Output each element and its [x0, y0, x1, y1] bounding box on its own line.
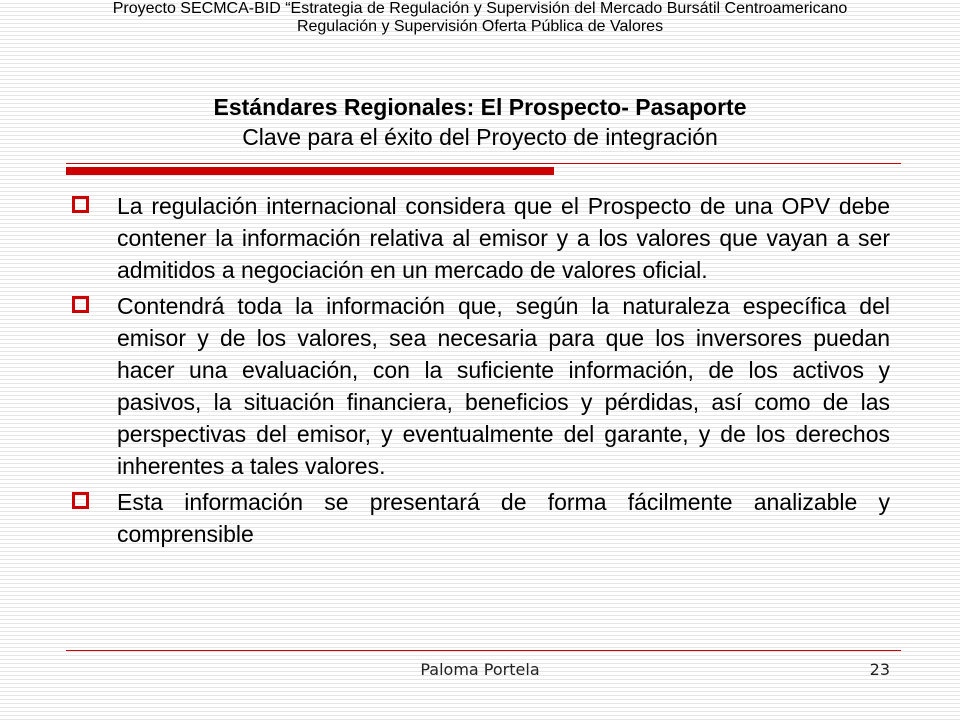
- bullet-text: Esta información se presentará de forma fácilmente analizable y comprensible: [117, 489, 890, 547]
- bullet-text: Contendrá toda la información que, según la naturaleza específica del emisor y de los valores, sea necesaria para que los inversores puedan hacer una evaluación, con la suficiente información, de los activos y pasivos, la situación financiera, beneficios y pérdidas, así como de las perspectivas del emisor, y eventualmente del garante, y de los derechos inherentes a tales valores.: [117, 293, 890, 479]
- bullet-item: [72, 486, 890, 550]
- page-number: 23: [869, 660, 890, 679]
- header-project-line: Proyecto SECMCA-BID “Estrategia de Regulación y Supervisión del Mercado Bursátil Centroamericano: [112, 0, 848, 17]
- bullet-list: [72, 190, 890, 554]
- footer-author: Paloma Portela: [420, 660, 540, 679]
- bullet-text: La regulación internacional considera que el Prospecto de una OPV debe contener la información relativa al emisor y a los valores que vayan a ser admitidos a negociación en un mercado de valores oficial.: [117, 193, 890, 283]
- bullet-item: [72, 290, 890, 482]
- slide-title: [60, 92, 900, 152]
- title-divider-thin: [66, 163, 901, 164]
- square-bullet-icon: [72, 296, 89, 313]
- title-subtitle: Clave para el éxito del Proyecto de integración: [242, 124, 718, 150]
- bullet-item: [72, 190, 890, 286]
- square-bullet-icon: [72, 196, 89, 213]
- footer-divider: [66, 650, 901, 651]
- square-bullet-icon: [72, 492, 89, 509]
- title-divider-thick: [66, 167, 554, 175]
- header-section-line: Regulación y Supervisión Oferta Pública de Valores: [296, 18, 664, 35]
- slide-header: [60, 0, 900, 36]
- title-main: Estándares Regionales: El Prospecto- Pasaporte: [213, 94, 747, 120]
